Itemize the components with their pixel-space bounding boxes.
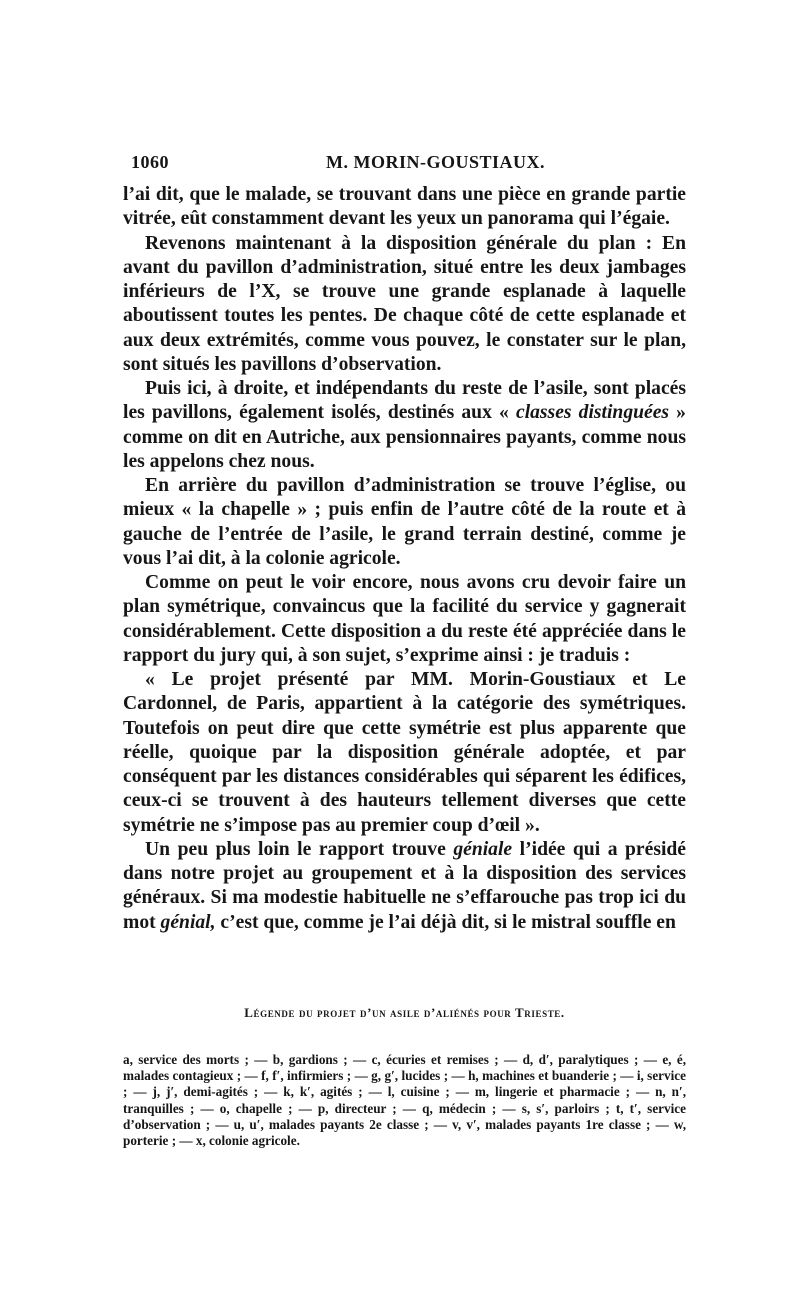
- paragraph-2: Revenons maintenant à la disposition générale du plan : En avant du pavillon d’administration, situé entre les deux jambages inférieurs de l’X, se trouve une grande esplanade à laquelle aboutissent toutes les pentes. De chaque côté de cette esplanade et aux deux extrémités, comme vous pouvez, le constater sur le plan, sont situés les pavillons d’observation.: [123, 232, 686, 375]
- paragraph-7-italic: géniale: [453, 838, 513, 860]
- paragraph-6: « Le projet présenté par MM. Morin-Goustiaux et Le Cardonnel, de Paris, appartient à la catégorie des symétriques. Toutefois on peut dire que cette symétrie est plus apparente que réelle, quoique par la disposition générale adoptée, et par conséquent par les distances considérables qui séparent les édifices, ceux-ci se trouvent à des hauteurs tellement diverses que cette symétrie ne s’impose pas au premier coup d’œil ».: [123, 669, 686, 836]
- paragraph-7-text-b: l’idée qui a présidé dans notre projet au groupement et à la disposition des services généraux. Si ma modestie habituelle ne s’effarouche pas trop ici du mot: [123, 838, 686, 933]
- paragraph-7-italic-2: génial,: [160, 911, 216, 933]
- paragraph-4: En arrière du pavillon d’administration se trouve l’église, ou mieux « la chapelle » ; puis enfin de l’autre côté de la route et à gauche de l’entrée de l’asile, le grand terrain destiné, comme je vous l’ai dit, à la colonie agricole.: [123, 475, 686, 569]
- running-title: M. MORIN-GOUSTIAUX.: [326, 152, 545, 172]
- legend-text: a, service des morts ; — b, gardions ; — c, écuries et remises ; — d, d′, paralytiques ; — e, é, malades contagieux ; — f, f′, infirmiers ; — g, g′, lucides ; — h, machines et buanderie ; — i, service ; — j, j′, demi-agités ; — k, k′, agités ; — l, cuisine ; — m, lingerie et pharmacie ; — n, n′, tranquilles ; — o, chapelle ; — p, directeur ; — q, médecin ; — s, s′, parloirs ; t, t′, service d’observation ; — u, u′, malades payants 2e classe ; — v, v′, malades payants 1re classe ; — w, porterie ; — x, colonie agricole.: [123, 1052, 686, 1149]
- legend-caption: Légende du projet d’un asile d’aliénés pour Trieste.: [244, 1005, 565, 1020]
- paragraph-3: [123, 377, 686, 474]
- body-text: [123, 183, 686, 935]
- paragraph-5: Comme on peut le voir encore, nous avons cru devoir faire un plan symétrique, convaincus que la facilité du service y gagnerait considérablement. Cette disposition a du reste été appréciée dans le rapport du jury qui, à son sujet, s’exprime ainsi : je traduis :: [123, 572, 686, 666]
- paragraph-3-italic: classes distinguées: [516, 402, 670, 424]
- paragraph-1: l’ai dit, que le malade, se trouvant dans une pièce en grande partie vitrée, eût constamment devant les yeux un panorama qui l’égaie.: [123, 184, 686, 230]
- paragraph-7-text-c: c’est que, comme je l’ai déjà dit, si le mistral souffle en: [215, 911, 676, 933]
- page-number: 1060: [131, 152, 169, 172]
- paragraph-7-text-a: Un peu plus loin le rapport trouve: [145, 838, 454, 860]
- paragraph-3-text-a: Puis ici, à droite, et indépendants du reste de l’asile, sont placés les pavillons, également isolés, destinés aux «: [123, 378, 686, 424]
- paragraph-7: [123, 838, 686, 935]
- legend: [123, 1052, 686, 1149]
- running-head: [131, 152, 691, 178]
- paragraph-3-text-b: » comme on dit en Autriche, aux pensionnaires payants, comme nous les appelons chez nous.: [123, 402, 686, 472]
